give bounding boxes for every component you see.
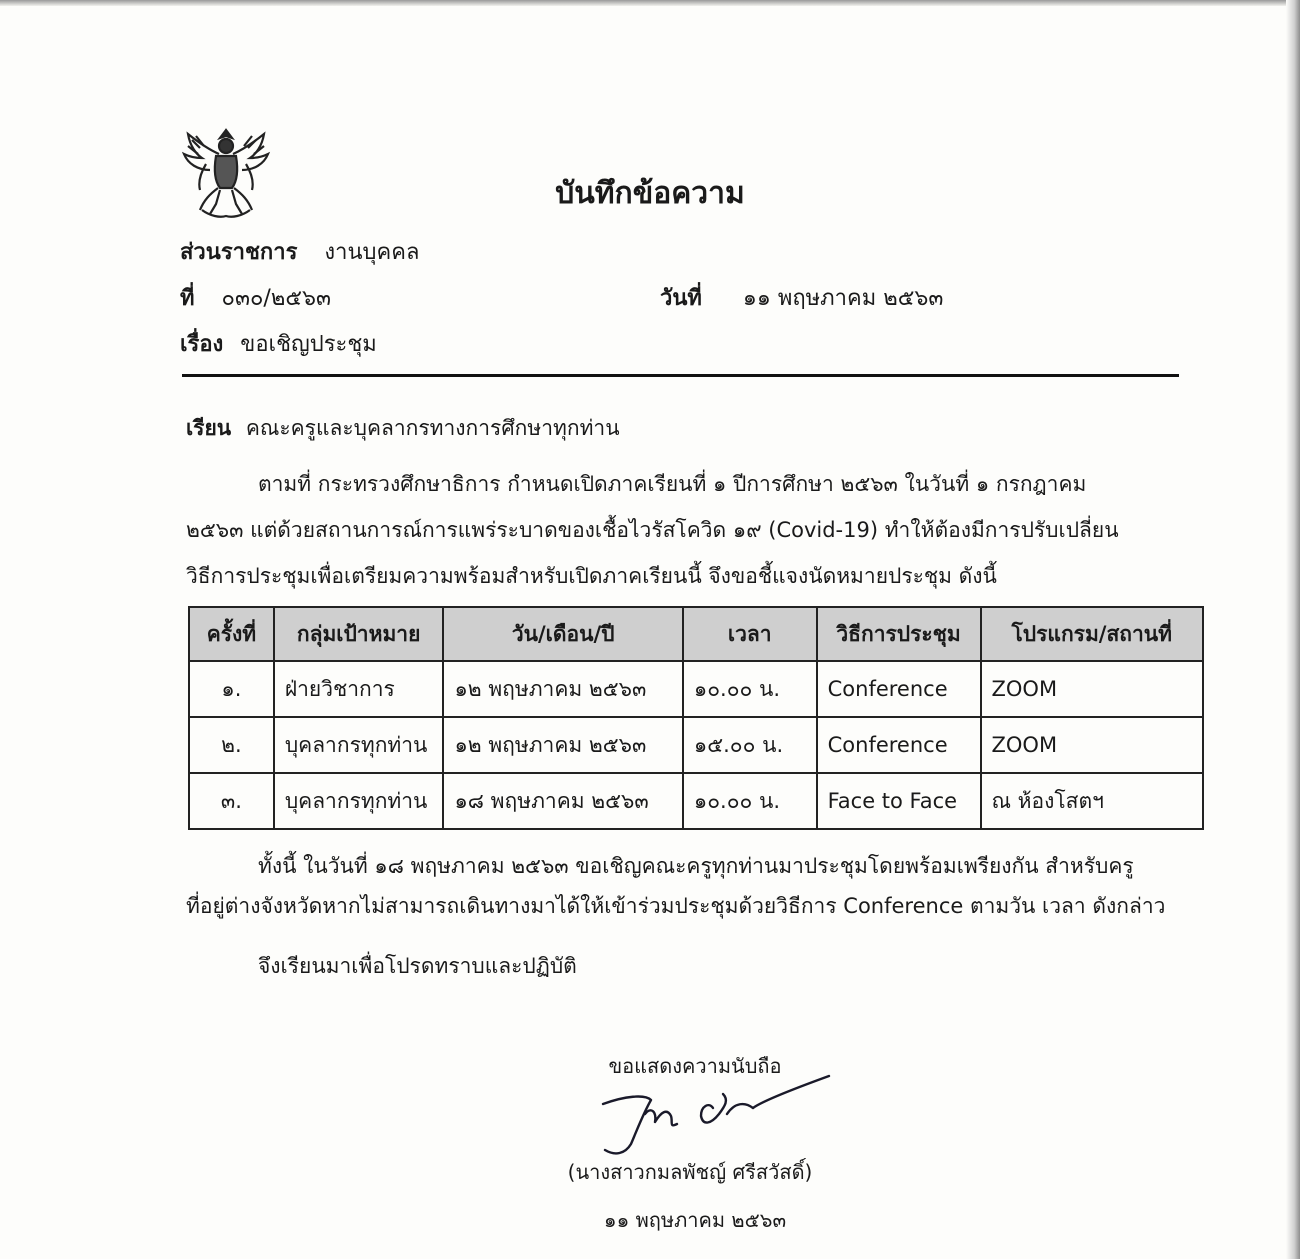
paragraph-1-line-3: วิธีการประชุมเพื่อเตรียมความพร้อมสำหรับเปิดภาคเรียนนี้ จึงขอชี้แจงนัดหมายประชุม ดังนี้ — [186, 564, 997, 588]
date-value: ๑๑ พฤษภาคม ๒๕๖๓ — [742, 286, 944, 311]
salutation-value: คณะครูและบุคลากรทางการศึกษาทุกท่าน — [245, 416, 620, 440]
table-cell: Face to Face — [817, 773, 981, 829]
table-cell: ๓. — [189, 773, 274, 829]
subject-label: เรื่อง — [180, 332, 224, 357]
table-cell: บุคลากรทุกท่าน — [274, 773, 444, 829]
table-row — [189, 661, 1203, 717]
table-cell: ๑๒ พฤษภาคม ๒๕๖๓ — [443, 717, 682, 773]
header-divider — [182, 374, 1179, 377]
table-cell: ZOOM — [981, 661, 1203, 717]
table-cell: ZOOM — [981, 717, 1203, 773]
meeting-schedule-table — [188, 606, 1204, 830]
paragraph-2-line-2: ที่อยู่ต่างจังหวัดหากไม่สามารถเดินทางมาได้ให้เข้าร่วมประชุมด้วยวิธีการ Conference ตามวัน เวลา ดังกล่าว — [186, 894, 1166, 918]
table-cell: ๑๒ พฤษภาคม ๒๕๖๓ — [443, 661, 682, 717]
header-cell: โปรแกรม/สถานที่ — [981, 607, 1203, 661]
header-cell: วัน/เดือน/ปี — [443, 607, 682, 661]
table-cell: ๑. — [189, 661, 274, 717]
table-cell: ฝ่ายวิชาการ — [274, 661, 444, 717]
memo-title: บันทึกข้อความ — [555, 176, 745, 211]
closing-line: จึงเรียนมาเพื่อโปรดทราบและปฏิบัติ — [258, 954, 577, 978]
date-row — [660, 280, 943, 315]
header-cell: เวลา — [683, 607, 817, 661]
paper-top-edge — [0, 0, 1300, 6]
table-row — [189, 773, 1203, 829]
paragraph-1-line-1: ตามที่ กระทรวงศึกษาธิการ กำหนดเปิดภาคเรียนที่ ๑ ปีการศึกษา ๒๕๖๓ ในวันที่ ๑ กรกฎาคม — [258, 472, 1087, 496]
table-cell: ๑๘ พฤษภาคม ๒๕๖๓ — [443, 773, 682, 829]
paragraph-1-line-2: ๒๕๖๓ แต่ด้วยสถานการณ์การแพร่ระบาดของเชื้อไวรัสโควิด ๑๙ (Covid-19) ทำให้ต้องมีการปรับเปลี่ยน — [186, 518, 1119, 542]
header-cell: วิธีการประชุม — [817, 607, 981, 661]
header-cell: กลุ่มเป้าหมาย — [274, 607, 444, 661]
signature-date: ๑๑ พฤษภาคม ๒๕๖๓ — [603, 1208, 787, 1232]
reference-row — [180, 280, 331, 315]
department-row — [180, 234, 419, 269]
table-cell: Conference — [817, 717, 981, 773]
salutation-label: เรียน — [186, 416, 232, 440]
department-label: ส่วนราชการ — [180, 240, 298, 265]
subject-row — [180, 326, 377, 361]
table-cell: บุคลากรทุกท่าน — [274, 717, 444, 773]
table-cell: ๑๐.๐๐ น. — [683, 661, 817, 717]
table-cell: ๑๐.๐๐ น. — [683, 773, 817, 829]
date-label: วันที่ — [660, 286, 702, 311]
table-header-row — [189, 607, 1203, 661]
header-cell: ครั้งที่ — [189, 607, 274, 661]
table-cell: ณ ห้องโสตฯ — [981, 773, 1203, 829]
salutation — [186, 412, 620, 445]
table-row — [189, 717, 1203, 773]
table-cell: Conference — [817, 661, 981, 717]
table-cell: ๒. — [189, 717, 274, 773]
reference-label: ที่ — [180, 286, 195, 311]
department-value: งานบุคคล — [324, 240, 420, 265]
signatory-name: (นางสาวกมลพัชญ์ ศรีสวัสดิ์) — [567, 1160, 813, 1184]
reference-value: ๐๓๐/๒๕๖๓ — [221, 286, 331, 311]
paragraph-2-line-1: ทั้งนี้ ในวันที่ ๑๘ พฤษภาคม ๒๕๖๓ ขอเชิญคณะครูทุกท่านมาประชุมโดยพร้อมเพรียงกัน สำหรับครู — [258, 854, 1134, 878]
table-cell: ๑๕.๐๐ น. — [683, 717, 817, 773]
subject-value: ขอเชิญประชุม — [240, 332, 377, 357]
regards-text: ขอแสดงความนับถือ — [608, 1054, 782, 1078]
